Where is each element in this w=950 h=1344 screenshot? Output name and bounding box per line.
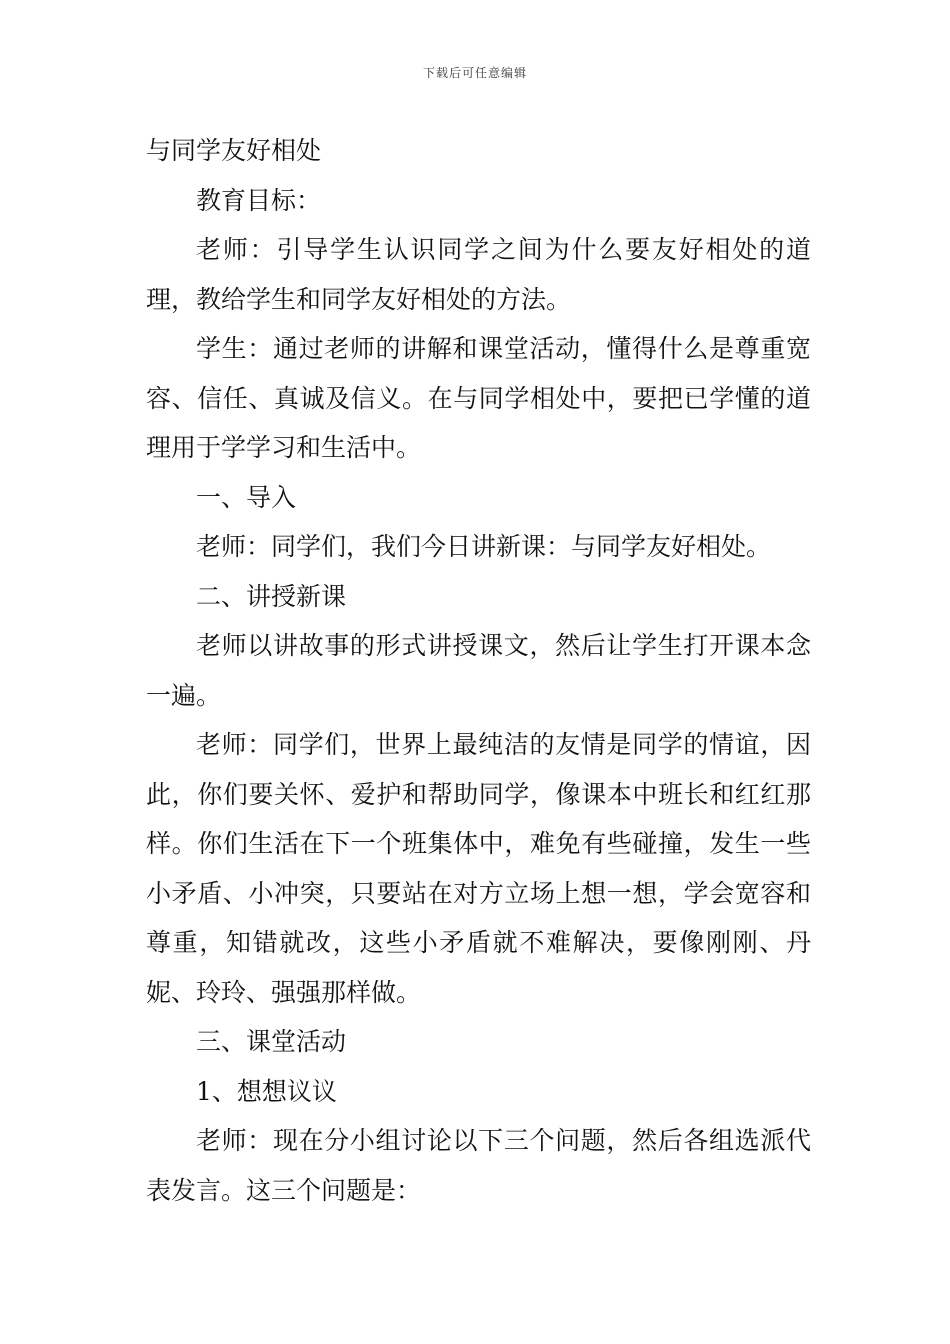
paragraph-student-objective: 学生：通过老师的讲解和课堂活动，懂得什么是尊重宽容、信任、真诚及信义。在与同学相处中，要把已学懂的道理用于学学习和生活中。 (146, 334, 811, 462)
section-heading-intro: 一、导入 (196, 482, 297, 512)
subheading-discuss: 1、想想议议 (196, 1076, 337, 1106)
paragraph-story: 老师以讲故事的形式讲授课文，然后让学生打开课本念一遍。 (146, 631, 811, 710)
paragraph-teacher-objective: 老师：引导学生认识同学之间为什么要友好相处的道理，教给学生和同学友好相处的方法。 (146, 235, 811, 314)
section-heading-activities: 三、课堂活动 (196, 1027, 347, 1056)
paragraph-intro: 老师：同学们，我们今日讲新课：与同学友好相处。 (196, 532, 772, 561)
paragraph-discussion: 老师：现在分小组讨论以下三个问题，然后各组选派代表发言。这三个问题是： (146, 1126, 811, 1205)
section-heading-new-lesson: 二、讲授新课 (196, 581, 347, 611)
document-body (146, 126, 811, 1215)
document-title: 与同学友好相处 (146, 136, 322, 165)
section-heading-objectives: 教育目标： (196, 185, 322, 215)
paragraph-friendship: 老师：同学们，世界上最纯洁的友情是同学的情谊，因此，你们要关怀、爱护和帮助同学，像课本中班长和红红那样。你们生活在下一个班集体中，难免有些碰撞，发生一些小矛盾、小冲突，只要站在对方立场上想一想，学会宽容和尊重，知错就改，这些小矛盾就不难解决，要像刚刚、丹妮、玲玲、强强那样做。 (146, 730, 811, 1007)
page-header-note: 下载后可任意编辑 (422, 66, 527, 80)
